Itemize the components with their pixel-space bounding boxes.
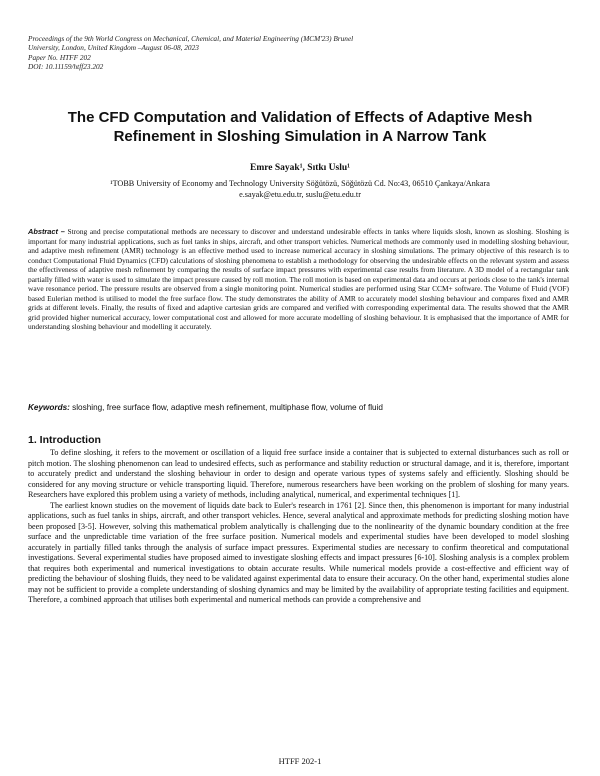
header-line-4: DOI: 10.11159/htff23.202: [28, 61, 104, 71]
header-line-3: Paper No. HTFF 202: [28, 52, 91, 62]
affiliation-address: ¹TOBB University of Economy and Technology University Söğütözü, Söğütözü Cd. No:43, 06510 Çankaya/Ankara: [110, 179, 490, 188]
paper-title: [30, 108, 570, 146]
title-line-1: The CFD Computation and Validation of Effects of Adaptive Mesh: [67, 109, 533, 126]
intro-paragraph-1: To define sloshing, it refers to the movement or oscillation of a liquid free surface inside a container that is subjected to external disturbances such as roll or pitch motion. The sloshing phenomenon can lead to undesired effects, such as performance and stability reduction or structural damage, and it is, therefore, important to accurately predict and understand the sloshing behaviour in order to design and operate various types of systems safely and efficiently. Sloshing should be considered for any moving structure or vehicle transporting liquid. Therefore, numerous researchers have been working on the problem of sloshing for many years. Researchers have explored this problem using a variety of methods, including analytical, numerical, and experimental techniques [1].: [28, 448, 569, 499]
introduction-body: [28, 448, 569, 606]
title-line-2: Refinement in Sloshing Simulation in A Narrow Tank: [113, 128, 487, 145]
affiliation: [30, 178, 570, 200]
proceedings-header: [28, 34, 568, 71]
keywords-label: Keywords:: [28, 403, 70, 412]
abstract-label: Abstract –: [28, 227, 65, 236]
page-footer: HTFF 202-1: [278, 756, 322, 766]
header-line-1: Proceedings of the 9th World Congress on Mechanical, Chemical, and Material Engineering (MCM'23) Brunel: [28, 34, 354, 43]
author-list: Emre Sayak¹, Sıtkı Uslu¹: [249, 163, 350, 173]
header-line-2: University, London, United Kingdom –August 06-08, 2023: [28, 43, 199, 53]
keywords: [28, 403, 569, 412]
abstract: [28, 227, 569, 332]
section-heading-introduction: 1. Introduction: [28, 434, 101, 446]
keywords-text: sloshing, free surface flow, adaptive mesh refinement, multiphase flow, volume of fluid: [69, 403, 383, 412]
intro-paragraph-2: The earliest known studies on the movement of liquids date back to Euler's research in 1761 [2]. Since then, this phenomenon is important for many industrial applications, such as fuel tanks in ships, aircraft, and other transport vehicles. Hence, several analytical and approximate methods for predicting sloshing motion have been proposed [3-5]. However, solving this mathematical problem analytically is challenging due to the nonlinearity of the dynamic boundary condition at the free surface and the unpredictable time variation of the free surface position. Numerical models and experimental studies have been developed to model sloshing accurately in partially filled tanks through the analysis of surface impact pressures. Experimental studies are necessary to confirm theoretical and computational investigations. Several experimental studies have proposed aimed to investigate sloshing effects and impact pressures [6-10]. Sloshing analysis is a complex problem that requires both experimental and numerical investigations to obtain accurate results. While numerical models provide a cost-effective and efficient way of predicting the behaviour of sloshing fluids, they need to be validated against experimental data to ensure their accuracy. On the other hand, experimental studies alone may not be sufficient to provide a complete understanding of sloshing dynamics and may be limited by the availability of appropriate testing facilities and equipment. Therefore, a combined approach that utilises both experimental and numerical methods can provide a comprehensive and: [28, 500, 569, 604]
author-emails: e.sayak@etu.edu.tr, suslu@etu.edu.tr: [239, 190, 361, 199]
abstract-text: Strong and precise computational methods are necessary to discover and understand undesirable effects in tanks where liquids slosh, known as sloshing. Sloshing is important for many industrial applications, such as fuel tanks in ships, aircraft, and other transport vehicles. Numerical methods are commonly used in modelling sloshing behaviour, and adaptive mesh refinement (AMR) technology is an effective method used to increase numerical accuracy in sloshing simulations. The primary objective of this research is to conduct Computational Fluid Dynamics (CFD) calculations of sloshing phenomena to establish a methodology for observing the undesirable effects on the relevant system and assess the effectiveness of adaptive mesh refinement by comparing the results of surface impact pressures with experimental case results from literature. A 3D model of a rectangular tank partially filled with water is used to simulate the impact pressure caused by roll motion. The roll motion is based on experimental data and occurs at periods close to the tank's internal wave resonance period. The pressure results are observed from a single monitoring point. Numerical studies are performed using Star CCM+ software. The Volume of Fluid (VOF) based Eulerian method is utilised to model the free surface flow. The study demonstrates the ability of AMR to accurately model sloshing behaviour and compares fixed and AMR grids at different levels. Finally, the results of fixed and adaptive cartesian grids are compared and verified with corresponding experimental data. The results showed that the AMR grid provided higher numerical accuracy, lower computational cost and allowed for more accurate modelling of sloshing behaviour. It is emphasised that the importance of AMR for understanding sloshing behaviour and modelling it accurately.: [28, 227, 569, 332]
